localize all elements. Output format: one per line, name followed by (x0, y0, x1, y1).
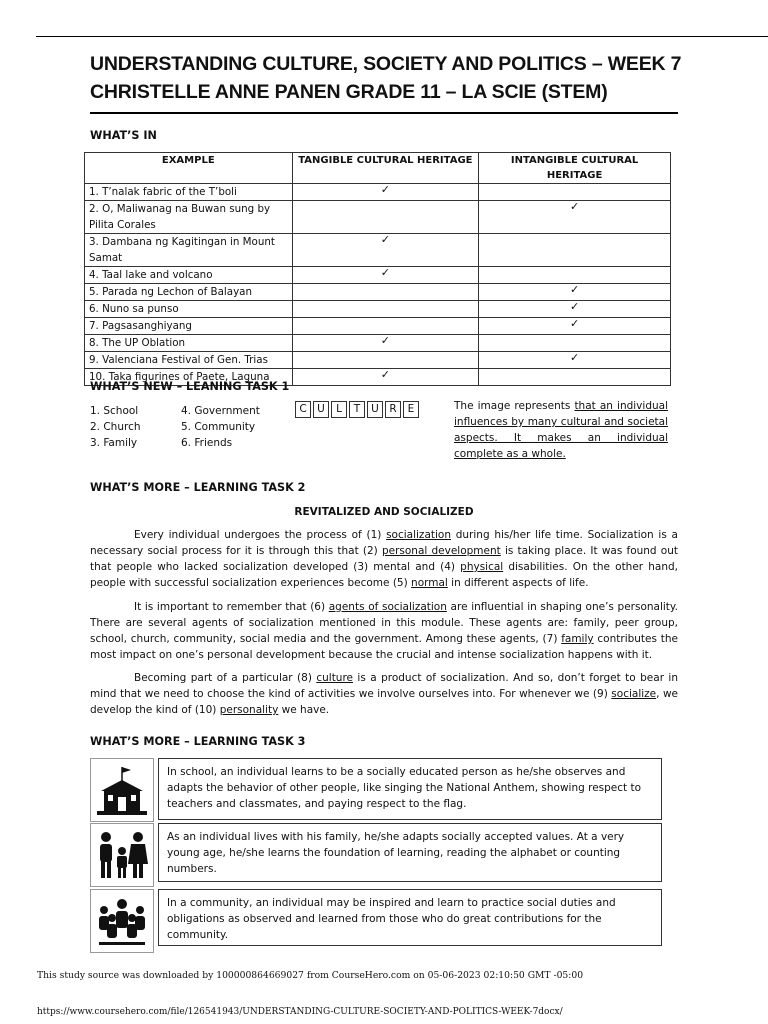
letter-box: U (367, 401, 383, 418)
table-row (85, 318, 671, 335)
example-cell: 3. Dambana ng Kagitingan in Mount Samat (85, 234, 293, 267)
task3-heading: WHAT’S MORE – LEARNING TASK 3 (90, 735, 306, 748)
table-header-row (85, 153, 671, 184)
task3-text-box: In school, an individual learns to be a socially educated person as he/she observes and adapts the behavior of other people, like singing the National Anthem, showing respect to teachers and classmates, and paying respect to the flag. (158, 758, 662, 820)
text: , we develop the kind of (10) (90, 688, 679, 716)
image-explanation-answer: that an individual influences by many cultural and societal aspects. It makes an individual complete as a whole. (454, 400, 668, 460)
intangible-cell (479, 184, 671, 201)
list-item: 2. Church (90, 421, 141, 433)
task2-paragraph-2 (90, 599, 678, 663)
table-row (85, 201, 671, 234)
list-item: 6. Friends (181, 437, 233, 449)
check-icon: ✓ (569, 300, 580, 313)
letter-box: R (385, 401, 401, 418)
source-url[interactable]: https://www.coursehero.com/file/126541943/UNDERSTANDING-CULTURE-SOCIETY-AND-POLITICS-WEEK-7docx/ (37, 1007, 563, 1017)
agents-list-right (181, 403, 260, 451)
col-header-intangible: INTANGIBLE CULTURAL HERITAGE (479, 153, 671, 184)
intangible-cell (479, 267, 671, 284)
col-header-example: EXAMPLE (85, 153, 293, 184)
answer-5: normal (411, 577, 448, 589)
image-explanation (454, 398, 668, 462)
tangible-cell (292, 352, 479, 369)
task2-heading: WHAT’S MORE – LEARNING TASK 2 (90, 481, 306, 494)
intangible-cell (479, 201, 671, 234)
text: is taking place. It was found out that people who lacked socialization developed (3) mental and (4) (90, 545, 678, 573)
top-rule (36, 36, 768, 37)
text: in different aspects of life. (447, 577, 589, 589)
intangible-cell (479, 234, 671, 267)
letter-box: E (403, 401, 419, 418)
tangible-cell (292, 369, 479, 386)
task3-text-box: In a community, an individual may be inspired and learn to practice social duties and obligations as observed and learned from those who do great contributions for the community. (158, 889, 662, 946)
answer-8: culture (316, 672, 354, 684)
answer-1: socialization (386, 529, 451, 541)
heritage-table-body (85, 184, 671, 386)
tangible-cell (292, 184, 479, 201)
letter-box: L (331, 401, 347, 418)
letter-box: C (295, 401, 311, 418)
table-row (85, 234, 671, 267)
title-rule (90, 112, 678, 114)
table-row (85, 267, 671, 284)
tangible-cell (292, 335, 479, 352)
list-item: 3. Family (90, 437, 138, 449)
col-header-tangible: TANGIBLE CULTURAL HERITAGE (292, 153, 479, 184)
tangible-cell (292, 301, 479, 318)
example-cell: 8. The UP Oblation (85, 335, 293, 352)
list-item: 1. School (90, 405, 139, 417)
tangible-cell (292, 234, 479, 267)
school-icon (90, 758, 154, 822)
tangible-cell (292, 318, 479, 335)
check-icon: ✓ (380, 266, 390, 279)
text: disabilities. On the other hand, people with successful socialization experiences become (5) (90, 561, 679, 589)
tangible-cell (292, 284, 479, 301)
example-cell: 10. Taka figurines of Paete, Laguna (85, 369, 293, 386)
download-note: This study source was downloaded by 100000864669027 from CourseHero.com on 05-06-2023 02:10:50 GMT -05:00 (37, 970, 584, 981)
check-icon: ✓ (380, 183, 390, 196)
answer-6: agents of socialization (328, 601, 447, 613)
text: It is important to remember that (6) (134, 601, 329, 613)
intangible-cell (479, 301, 671, 318)
image-explanation-prefix: The image represents (454, 400, 575, 412)
task2-subtitle: REVITALIZED AND SOCIALIZED (294, 506, 474, 518)
tangible-cell (292, 267, 479, 284)
example-cell: 9. Valenciana Festival of Gen. Trias (85, 352, 293, 369)
family-icon (90, 823, 154, 887)
answer-2: personal development (381, 545, 501, 557)
tangible-cell (292, 201, 479, 234)
text: Every individual undergoes the process of (1) (134, 529, 387, 541)
text: are influential in shaping one’s personality. There are several agents of socialization mentioned in this module. These agents are: family, peer group, school, church, community, social media and the government. Among these agents, (7) (90, 601, 678, 645)
text: is a product of socialization. And so, don’t forget to bear in mind that we need to choose the kind of activities we involve ourselves into. For whenever we (9) (90, 672, 678, 700)
intangible-cell (479, 318, 671, 335)
table-row (85, 335, 671, 352)
table-row (85, 184, 671, 201)
task2-paragraph-3 (90, 670, 678, 718)
text: Becoming part of a particular (8) (134, 672, 317, 684)
letter-box: T (349, 401, 365, 418)
check-icon: ✓ (569, 351, 580, 364)
check-icon: ✓ (569, 317, 580, 330)
text: we have. (278, 704, 330, 716)
task3-text-box: As an individual lives with his family, he/she adapts socially accepted values. At a very young age, he/she learns the foundation of learning, reading the alphabet or counting numbers. (158, 823, 662, 882)
intangible-cell (479, 284, 671, 301)
text: contributes the most impact on one’s personal development because the crucial and intense socialization happens with it. (90, 633, 678, 661)
task2-paragraph-1 (90, 527, 678, 591)
intangible-cell (479, 352, 671, 369)
answer-7: family (561, 633, 594, 645)
whats-in-heading: WHAT’S IN (90, 129, 157, 142)
example-cell: 5. Parada ng Lechon of Balayan (85, 284, 293, 301)
check-icon: ✓ (380, 368, 390, 381)
table-row (85, 352, 671, 369)
intangible-cell (479, 335, 671, 352)
answer-9: socialize (611, 688, 657, 700)
list-item: 4. Government (181, 405, 260, 417)
check-icon: ✓ (569, 283, 580, 296)
community-icon (90, 889, 154, 953)
whats-new-heading: WHAT’S NEW – LEANING TASK 1 (90, 380, 290, 393)
list-item: 5. Community (181, 421, 256, 433)
check-icon: ✓ (380, 233, 390, 246)
example-cell: 7. Pagsasanghiyang (85, 318, 293, 335)
title-line-1: UNDERSTANDING CULTURE, SOCIETY AND POLITICS – WEEK 7 (90, 53, 682, 75)
example-cell: 6. Nuno sa punso (85, 301, 293, 318)
table-row (85, 284, 671, 301)
agents-list-left (90, 403, 141, 451)
table-row (85, 301, 671, 318)
example-cell: 2. O, Maliwanag na Buwan sung by Pilita Corales (85, 201, 293, 234)
intangible-cell (479, 369, 671, 386)
answer-4: physical (460, 561, 504, 573)
text: during his/her life time. Socialization is a necessary social process for it is through this that (2) (90, 529, 678, 557)
letter-box: U (313, 401, 329, 418)
check-icon: ✓ (569, 200, 580, 213)
answer-10: personality (219, 704, 279, 716)
heritage-table (84, 152, 671, 386)
culture-letter-boxes (295, 401, 419, 418)
page-title (90, 50, 690, 106)
check-icon: ✓ (380, 334, 390, 347)
title-line-2: CHRISTELLE ANNE PANEN GRADE 11 – LA SCIE (STEM) (90, 81, 608, 103)
example-cell: 1. T’nalak fabric of the T’boli (85, 184, 293, 201)
example-cell: 4. Taal lake and volcano (85, 267, 293, 284)
